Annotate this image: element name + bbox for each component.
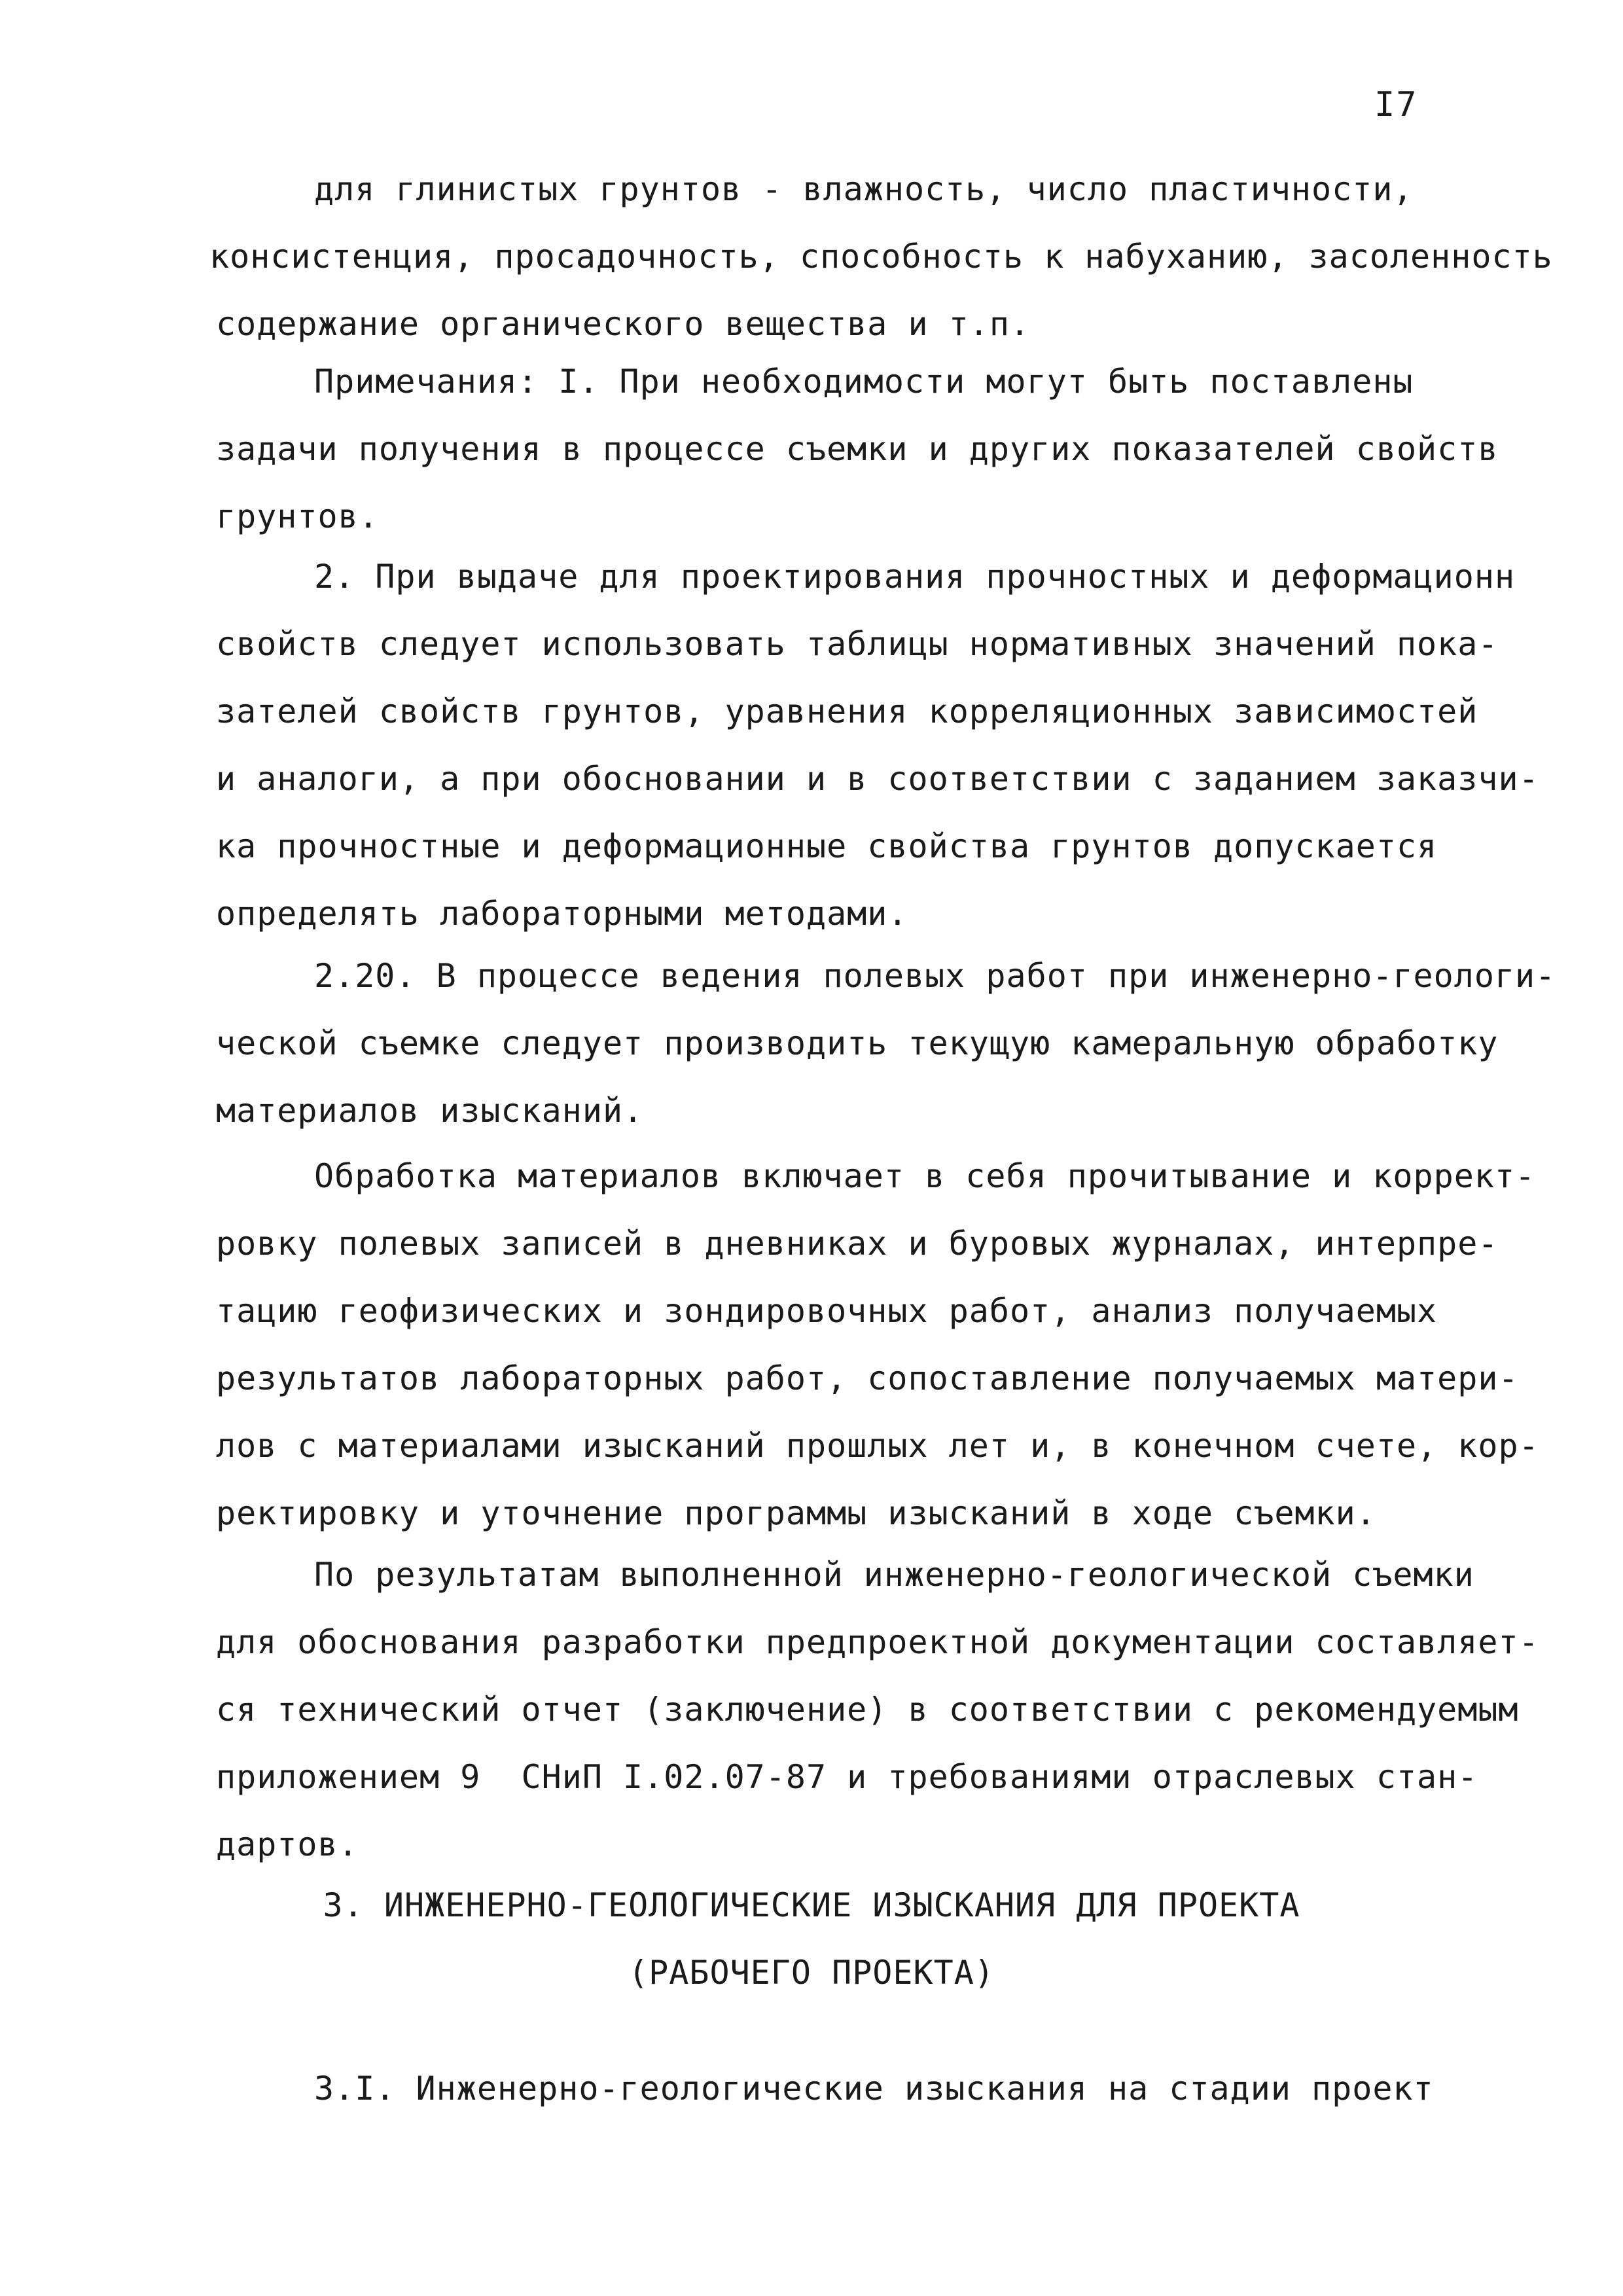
- text-line: 2.20. В процессе ведения полевых работ при инженерно-геологи-: [314, 957, 1556, 995]
- page-number: I7: [1374, 85, 1418, 124]
- paragraph-processing: [216, 1143, 1539, 1547]
- text-line: свойств следует использовать таблицы нормативных значений пока-: [216, 625, 1499, 663]
- text-line: Примечания: I. При необходимости могут быть поставлены: [314, 363, 1414, 401]
- text-line: 3.I. Инженерно-геологические изыскания на стадии проект: [314, 2070, 1434, 2108]
- text-line: По результатам выполненной инженерно-геологической съемки: [314, 1556, 1474, 1594]
- text-line: грунтов.: [216, 497, 379, 535]
- text-line: зателей свойств грунтов, уравнения корреляционных зависимостей: [216, 692, 1478, 730]
- text-line: для глинистых грунтов - влажность, число пластичности,: [314, 170, 1414, 208]
- text-line: консистенция, просадочность, способность к набуханию, засоленность: [209, 238, 1553, 276]
- section-heading-line-2: (РАБОЧЕГО ПРОЕКТА): [628, 1954, 995, 1992]
- text-line: ся технический отчет (заключение) в соответствии с рекомендуемым: [216, 1691, 1519, 1729]
- text-line: ка прочностные и деформационные свойства грунтов допускается: [216, 827, 1438, 865]
- text-line: дартов.: [216, 1825, 359, 1863]
- paragraph-2-20: [216, 942, 1556, 1145]
- text-line: результатов лабораторных работ, сопоставление получаемых матери-: [216, 1359, 1519, 1397]
- section-heading-line-1: 3. ИНЖЕНЕРНО-ГЕОЛОГИЧЕСКИЕ ИЗЫСКАНИЯ ДЛЯ ПРОЕКТА: [323, 1886, 1300, 1924]
- text-line: 2. При выдаче для проектирования прочностных и деформационн: [314, 558, 1516, 596]
- paragraph-soil-properties: [209, 156, 1553, 358]
- text-line: и аналоги, а при обосновании и в соответствии с заданием заказчи-: [216, 760, 1539, 798]
- text-line: лов с материалами изысканий прошлых лет и, в конечном счете, кор-: [216, 1427, 1539, 1465]
- paragraph-note-2: [216, 543, 1539, 948]
- text-line: ровку полевых записей в дневниках и буровых журналах, интерпре-: [216, 1225, 1499, 1263]
- text-line: ректировку и уточнение программы изысканий в ходе съемки.: [216, 1494, 1376, 1532]
- text-line: определять лабораторными методами.: [216, 895, 908, 933]
- text-line: содержание органического вещества и т.п.: [216, 305, 1031, 343]
- text-line: ческой съемке следует производить текущую камеральную обработку: [216, 1024, 1499, 1062]
- paragraph-notes: [216, 348, 1499, 550]
- paragraph-3-1: [314, 2055, 1434, 2123]
- paragraph-results: [216, 1541, 1539, 1878]
- text-line: тацию геофизических и зондировочных работ, анализ получаемых: [216, 1292, 1438, 1330]
- text-line: задачи получения в процессе съемки и других показателей свойств: [216, 430, 1499, 468]
- text-line: материалов изысканий.: [216, 1092, 644, 1130]
- text-line: Обработка материалов включает в себя прочитывание и коррект-: [314, 1157, 1536, 1195]
- text-line: приложением 9 СНиП I.02.07-87 и требованиями отраслевых стан-: [216, 1758, 1478, 1796]
- text-line: для обоснования разработки предпроектной документации составляет-: [216, 1623, 1539, 1661]
- section-heading: [0, 1872, 1623, 2007]
